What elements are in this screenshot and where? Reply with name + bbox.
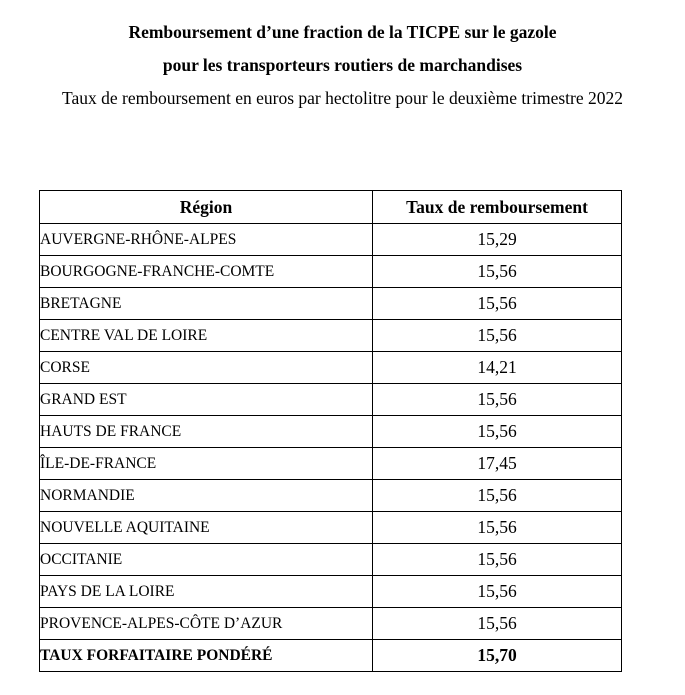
region-cell: PROVENCE-ALPES-CÔTE D’AZUR (40, 608, 373, 640)
table-row (40, 608, 622, 640)
table-row (40, 256, 622, 288)
rate-cell: 15,29 (373, 224, 622, 256)
region-cell: NOUVELLE AQUITAINE (40, 512, 373, 544)
table-row (40, 288, 622, 320)
rate-cell: 15,56 (373, 576, 622, 608)
region-cell: NORMANDIE (40, 480, 373, 512)
region-cell: PAYS DE LA LOIRE (40, 576, 373, 608)
table-row (40, 224, 622, 256)
title-line-1: Remboursement d’une fraction de la TICPE sur le gazole (128, 22, 557, 42)
table-row (40, 416, 622, 448)
total-rate-cell: 15,70 (373, 640, 622, 672)
refund-rates-table (39, 190, 622, 672)
table-row (40, 512, 622, 544)
rate-cell: 14,21 (373, 352, 622, 384)
rate-cell: 15,56 (373, 512, 622, 544)
region-cell: BRETAGNE (40, 288, 373, 320)
column-header-rate: Taux de remboursement (373, 191, 622, 224)
table-row (40, 384, 622, 416)
region-cell: OCCITANIE (40, 544, 373, 576)
region-cell: GRAND EST (40, 384, 373, 416)
table-header-row (40, 191, 622, 224)
rate-cell: 15,56 (373, 544, 622, 576)
title-line-2: pour les transporteurs routiers de marchandises (162, 55, 523, 75)
column-header-region: Région (40, 191, 373, 224)
region-cell: CORSE (40, 352, 373, 384)
region-cell: AUVERGNE-RHÔNE-ALPES (40, 224, 373, 256)
rate-cell: 15,56 (373, 480, 622, 512)
region-cell: BOURGOGNE-FRANCHE-COMTE (40, 256, 373, 288)
rate-cell: 15,56 (373, 320, 622, 352)
total-label-cell: TAUX FORFAITAIRE PONDÉRÉ (40, 640, 373, 672)
rate-cell: 15,56 (373, 416, 622, 448)
table-row (40, 448, 622, 480)
rate-cell: 17,45 (373, 448, 622, 480)
table-row (40, 352, 622, 384)
rate-cell: 15,56 (373, 288, 622, 320)
table-row (40, 576, 622, 608)
total-row (40, 640, 622, 672)
subtitle: Taux de remboursement en euros par hectolitre pour le deuxième trimestre 2022 (61, 88, 623, 108)
rate-cell: 15,56 (373, 384, 622, 416)
table-row (40, 320, 622, 352)
table-row (40, 480, 622, 512)
table-row (40, 544, 622, 576)
rate-cell: 15,56 (373, 256, 622, 288)
region-cell: ÎLE-DE-FRANCE (40, 448, 373, 480)
region-cell: HAUTS DE FRANCE (40, 416, 373, 448)
region-cell: CENTRE VAL DE LOIRE (40, 320, 373, 352)
rate-cell: 15,56 (373, 608, 622, 640)
